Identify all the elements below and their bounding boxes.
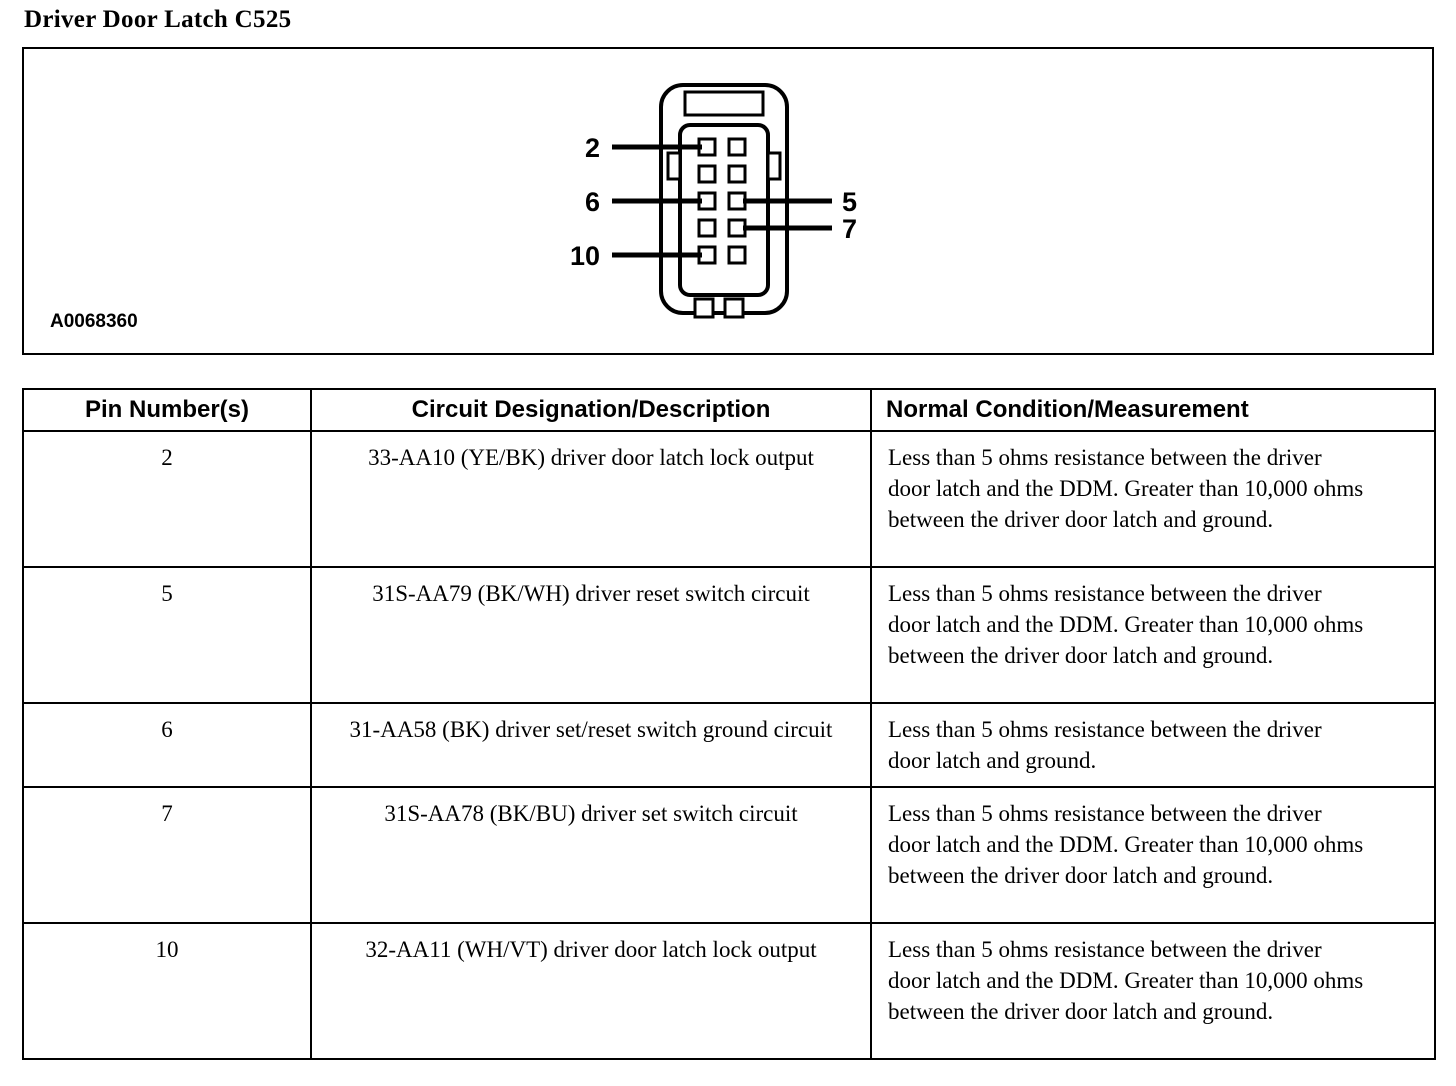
connector-pin bbox=[729, 247, 745, 263]
table-row bbox=[23, 787, 1435, 923]
header-circuit-designation: Circuit Designation/Description bbox=[311, 389, 871, 431]
connector-key-left bbox=[668, 153, 680, 179]
pin-label-2: 2 bbox=[584, 133, 600, 163]
table-row bbox=[23, 703, 1435, 787]
connector-key-right bbox=[768, 153, 780, 179]
connector-pin bbox=[699, 166, 715, 182]
connector-latch-tab bbox=[685, 92, 763, 115]
connector-bottom-tab bbox=[725, 299, 743, 317]
circuit-cell: 31S-AA78 (BK/BU) driver set switch circuit bbox=[311, 787, 871, 923]
pin-table bbox=[22, 388, 1436, 1060]
connector-diagram bbox=[24, 49, 1432, 353]
table-row bbox=[23, 923, 1435, 1059]
connector-cavity bbox=[680, 125, 768, 295]
pin-label-5: 5 bbox=[842, 187, 858, 217]
circuit-cell: 31-AA58 (BK) driver set/reset switch ground circuit bbox=[311, 703, 871, 787]
pin-number-cell: 5 bbox=[23, 567, 311, 703]
header-normal-condition: Normal Condition/Measurement bbox=[871, 389, 1435, 431]
condition-cell: Less than 5 ohms resistance between the driver door latch and the DDM. Greater than 10,000 ohms between the driver door latch and ground. bbox=[871, 787, 1435, 923]
connector-pin bbox=[699, 220, 715, 236]
pin-label-7: 7 bbox=[842, 214, 858, 244]
table-row bbox=[23, 431, 1435, 567]
condition-cell: Less than 5 ohms resistance between the driver door latch and the DDM. Greater than 10,000 ohms between the driver door latch and ground. bbox=[871, 567, 1435, 703]
circuit-cell: 31S-AA79 (BK/WH) driver reset switch circuit bbox=[311, 567, 871, 703]
pin-number-cell: 10 bbox=[23, 923, 311, 1059]
figure-id: A0068360 bbox=[50, 311, 138, 332]
connector-figure-box bbox=[22, 47, 1434, 355]
table-header-row bbox=[23, 389, 1435, 431]
condition-cell: Less than 5 ohms resistance between the driver door latch and the DDM. Greater than 10,000 ohms between the driver door latch and ground. bbox=[871, 431, 1435, 567]
pin-number-cell: 6 bbox=[23, 703, 311, 787]
pin-label-6: 6 bbox=[584, 187, 600, 217]
header-pin-numbers: Pin Number(s) bbox=[23, 389, 311, 431]
page-title: Driver Door Latch C525 bbox=[24, 6, 292, 33]
pin-number-cell: 7 bbox=[23, 787, 311, 923]
connector-pin bbox=[729, 193, 745, 209]
circuit-cell: 33-AA10 (YE/BK) driver door latch lock output bbox=[311, 431, 871, 567]
circuit-cell: 32-AA11 (WH/VT) driver door latch lock output bbox=[311, 923, 871, 1059]
connector-pin bbox=[729, 139, 745, 155]
pin-label-10: 10 bbox=[569, 241, 600, 271]
connector-pin bbox=[729, 220, 745, 236]
condition-cell: Less than 5 ohms resistance between the driver door latch and the DDM. Greater than 10,000 ohms between the driver door latch and ground. bbox=[871, 923, 1435, 1059]
condition-cell: Less than 5 ohms resistance between the driver door latch and ground. bbox=[871, 703, 1435, 787]
table-row bbox=[23, 567, 1435, 703]
connector-pin bbox=[729, 166, 745, 182]
connector-bottom-tab bbox=[695, 299, 713, 317]
pin-number-cell: 2 bbox=[23, 431, 311, 567]
